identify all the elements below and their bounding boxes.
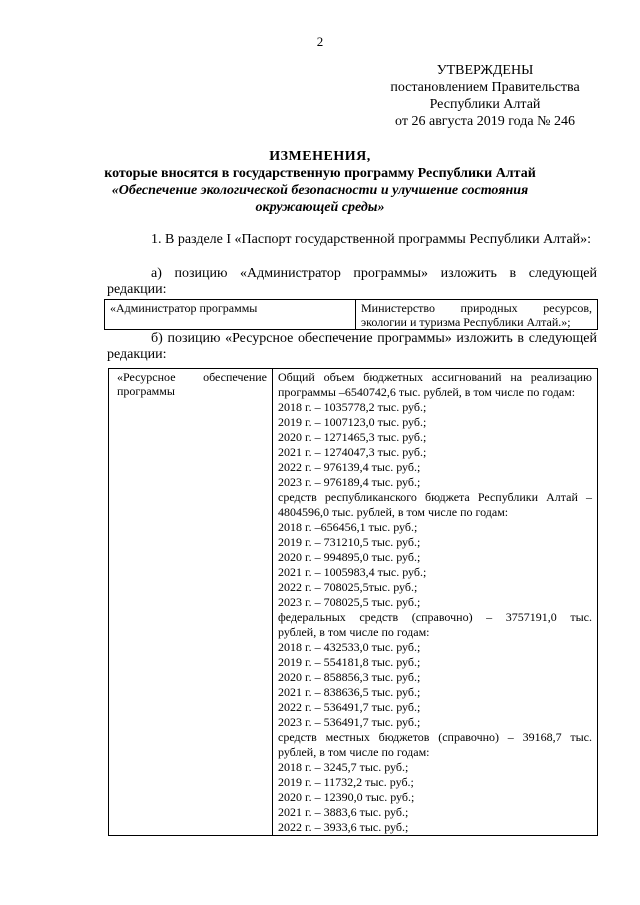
resource-line: 2021 г. – 838636,5 тыс. руб.; [278, 685, 421, 699]
title-line-2: которые вносятся в государственную программу Республики Алтай [104, 166, 536, 181]
resources-value-cell [273, 369, 598, 836]
resource-line: рублей, в том числе по годам: [278, 625, 430, 639]
resource-line: 2020 г. – 994895,0 тыс. руб.; [278, 550, 421, 564]
title-line-1: ИЗМЕНЕНИЯ, [269, 149, 371, 164]
resource-line: 2021 г. – 3883,6 тыс. руб.; [278, 805, 409, 819]
administrator-table [104, 299, 598, 330]
approval-line-2: постановлением Правительства [390, 80, 580, 95]
resources-table [108, 368, 598, 836]
resource-line: рублей, в том числе по годам: [278, 745, 430, 759]
resource-line: 2023 г. – 536491,7 тыс. руб.; [278, 715, 421, 729]
resource-line: 2019 г. – 731210,5 тыс. руб.; [278, 535, 421, 549]
resource-line: 2019 г. – 11732,2 тыс. руб.; [278, 775, 414, 789]
resource-line: программы –6540742,6 тыс. рублей, в том числе по годам: [278, 385, 576, 399]
approval-line-4: от 26 августа 2019 года № 246 [395, 114, 575, 129]
page-number: 2 [316, 34, 324, 49]
approval-line-3: Республики Алтай [429, 97, 541, 112]
resource-line: 2019 г. – 1007123,0 тыс. руб.; [278, 415, 427, 429]
resource-line: средств республиканского бюджета Республики Алтай – [278, 490, 592, 504]
resource-line: 2022 г. – 708025,5тыс. руб.; [278, 580, 418, 594]
resource-line: 4804596,0 тыс. рублей, в том числе по годам: [278, 505, 509, 519]
table-row [109, 369, 598, 836]
resource-line: 2019 г. – 554181,8 тыс. руб.; [278, 655, 421, 669]
resource-line: федеральных средств (справочно) – 3757191,0 тыс. [278, 610, 592, 624]
resource-line: 2022 г. – 976139,4 тыс. руб.; [278, 460, 421, 474]
approval-line-1: УТВЕРЖДЕНЫ [436, 63, 534, 78]
document-title [100, 148, 540, 216]
resource-line: 2018 г. – 1035778,2 тыс. руб.; [278, 400, 427, 414]
resource-line: 2018 г. – 3245,7 тыс. руб.; [278, 760, 409, 774]
admin-label-cell: «Администратор программы [105, 300, 356, 330]
resource-line: 2021 г. – 1005983,4 тыс. руб.; [278, 565, 427, 579]
paragraph-item-a: а) позицию «Администратор программы» изложить в следующей редакции: [107, 266, 597, 297]
resource-line: 2018 г. –656456,1 тыс. руб.; [278, 520, 418, 534]
approval-stamp [372, 62, 598, 130]
resource-line: 2023 г. – 708025,5 тыс. руб.; [278, 595, 421, 609]
resource-line: 2022 г. – 3933,6 тыс. руб.; [278, 820, 409, 834]
title-line-4: окружающей среды» [255, 200, 385, 215]
resource-line: 2020 г. – 12390,0 тыс. руб.; [278, 790, 415, 804]
resource-line: 2022 г. – 536491,7 тыс. руб.; [278, 700, 421, 714]
resource-line: 2020 г. – 1271465,3 тыс. руб.; [278, 430, 427, 444]
resource-line: 2020 г. – 858856,3 тыс. руб.; [278, 670, 421, 684]
resource-line: Общий объем бюджетных ассигнований на реализацию [278, 370, 592, 384]
resource-line: 2023 г. – 976189,4 тыс. руб.; [278, 475, 421, 489]
resource-line: 2018 г. – 432533,0 тыс. руб.; [278, 640, 421, 654]
resources-label-cell: «Ресурсное обеспечение программы [109, 369, 273, 836]
resource-line: 2021 г. – 1274047,3 тыс. руб.; [278, 445, 427, 459]
paragraph-section-1: 1. В разделе I «Паспорт государственной программы Республики Алтай»: [151, 232, 592, 247]
resource-line: средств местных бюджетов (справочно) – 39168,7 тыс. [278, 730, 592, 744]
admin-value-cell: Министерство природных ресурсов, экологии и туризма Республики Алтай.»; [356, 300, 598, 330]
title-line-3: «Обеспечение экологической безопасности и улучшение состояния [111, 183, 529, 198]
paragraph-item-b: б) позицию «Ресурсное обеспечение программы» изложить в следующей редакции: [107, 331, 597, 362]
table-row [105, 300, 598, 330]
